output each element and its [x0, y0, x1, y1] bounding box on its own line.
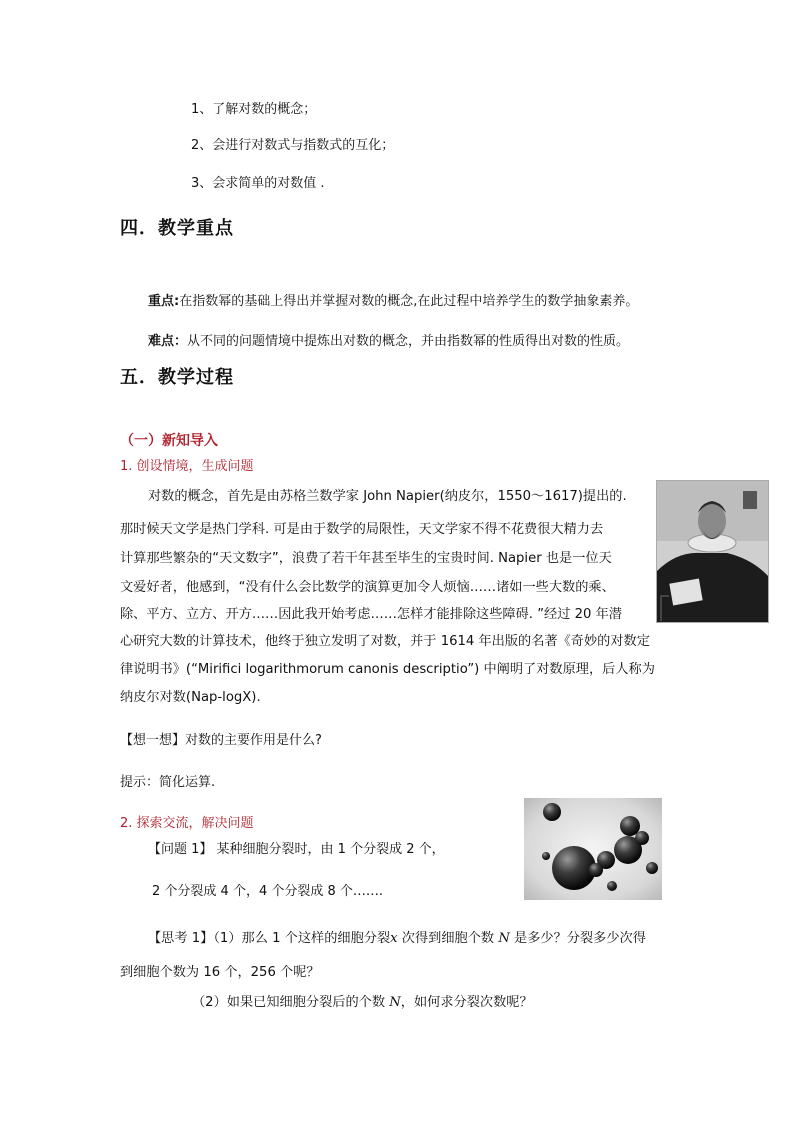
- problem-1: [148, 838, 445, 857]
- think-1-text-c: 是多少？分裂多少次得: [509, 931, 646, 946]
- section-4-heading: 四．教学重点: [120, 218, 234, 239]
- cell-division-image: [524, 798, 662, 900]
- subsection-heading: （一）新知导入: [120, 433, 218, 449]
- variable-x: x: [390, 931, 398, 946]
- intro-line: 律说明书》(“Mirifici logarithmorum canonis descriptio”) 中阐明了对数原理，后人称为: [120, 662, 655, 677]
- think-1-label: 【思考 1】: [148, 931, 214, 946]
- variable-n: N: [498, 931, 510, 946]
- think-1-line-2: 到细胞个数为 16 个，256 个呢？: [120, 965, 320, 980]
- napier-portrait-image: [656, 480, 769, 623]
- intro-line: 心研究大数的计算技术，他终于独立发明了对数，并于 1614 年出版的名著《奇妙的对数定: [120, 634, 650, 649]
- intro-line: 纳皮尔对数(Nap-logX).: [120, 690, 261, 705]
- objective-3: 3、会求简单的对数值 .: [191, 176, 325, 191]
- think-prompt: [120, 729, 322, 748]
- cell-spheres-icon: [524, 798, 662, 900]
- think-1-q2-text-a: （2）如果已知细胞分裂后的个数: [192, 995, 390, 1010]
- think-1-line: [148, 927, 646, 946]
- step-2-heading: 2. 探索交流，解决问题: [120, 816, 254, 831]
- intro-line: 计算那些繁杂的“天文数字”，浪费了若干年甚至毕生的宝贵时间. Napier 也是一位天: [120, 551, 612, 566]
- section-5-heading: 五．教学过程: [120, 367, 234, 388]
- think-1-text-a: （1）那么 1 个这样的细胞分裂: [213, 931, 391, 946]
- key-point: [148, 290, 638, 309]
- key-point-text: 在指数幂的基础上得出并掌握对数的概念,在此过程中培养学生的数学抽象素养。: [179, 294, 639, 309]
- objective-1: 1、了解对数的概念；: [191, 102, 317, 117]
- problem-1-label: 【问题 1】: [148, 842, 213, 857]
- difficult-point-label: 难点：: [148, 334, 188, 349]
- napier-portrait-icon: [657, 481, 768, 622]
- variable-n: N: [389, 995, 401, 1010]
- hint-text: 提示：简化运算.: [120, 775, 216, 790]
- intro-line: 文爱好者，他感到，“没有什么会比数学的演算更加令人烦恼……诸如一些大数的乘、: [120, 580, 615, 595]
- intro-line: 那时候天文学是热门学科. 可是由于数学的局限性，天文学家不得不花费很大精力去: [120, 522, 604, 537]
- think-1-q2-text-b: ，如何求分裂次数呢？: [400, 995, 533, 1010]
- think-1-question-2: [192, 991, 533, 1010]
- difficult-point: [148, 330, 629, 349]
- step-1-heading: 1. 创设情境，生成问题: [120, 459, 254, 474]
- objective-2: 2、会进行对数式与指数式的互化；: [191, 138, 395, 153]
- intro-line: 除、平方、立方、开方……因此我开始考虑……怎样才能排除这些障碍. ”经过 20 年潜: [120, 607, 622, 622]
- think-1-text-b: 次得到细胞个数: [397, 931, 499, 946]
- think-label: 【想一想】: [120, 733, 186, 748]
- key-point-label: 重点:: [148, 294, 180, 309]
- difficult-point-text: 从不同的问题情境中提炼出对数的概念，并由指数幂的性质得出对数的性质。: [187, 334, 630, 349]
- think-text: 对数的主要作用是什么?: [185, 733, 322, 748]
- intro-line: 对数的概念，首先是由苏格兰数学家 John Napier(纳皮尔，1550～1617)提出的.: [148, 489, 627, 504]
- problem-1-continued: 2 个分裂成 4 个，4 个分裂成 8 个…….: [152, 884, 384, 899]
- problem-1-text: 某种细胞分裂时，由 1 个分裂成 2 个，: [216, 842, 445, 857]
